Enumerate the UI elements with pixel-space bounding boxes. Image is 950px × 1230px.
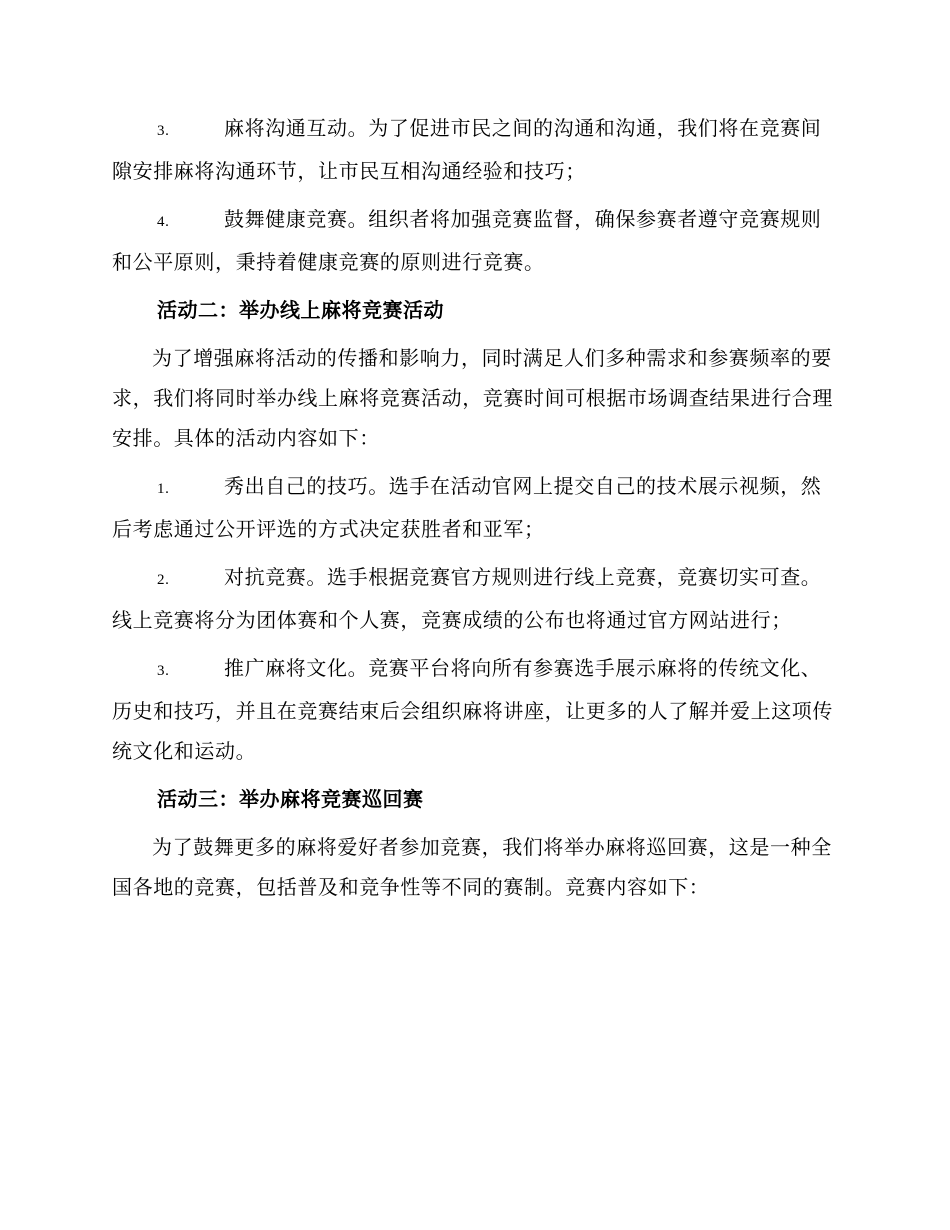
list-number: 3. xyxy=(157,663,170,679)
list-item xyxy=(112,199,834,282)
section-heading: 活动三：举办麻将竞赛巡回赛 xyxy=(157,787,424,811)
list-item xyxy=(112,557,834,640)
list-number: 2. xyxy=(157,572,170,588)
list-text: 推广麻将文化。竞赛平台将向所有参赛选手展示麻将的传统文化、历史和技巧，并且在竞赛结束后会组织麻将讲座，让更多的人了解并爱上这项传统文化和运动。 xyxy=(112,656,833,763)
list-item xyxy=(112,648,834,771)
section-heading: 活动二：举办线上麻将竞赛活动 xyxy=(157,298,444,322)
document-body xyxy=(112,108,834,915)
list-item xyxy=(112,466,834,549)
list-number: 1. xyxy=(157,481,170,497)
paragraph: 为了鼓舞更多的麻将爱好者参加竞赛，我们将举办麻将巡回赛，这是一种全国各地的竞赛，包括普及和竞争性等不同的赛制。竞赛内容如下： xyxy=(112,835,832,899)
list-text: 对抗竞赛。选手根据竞赛官方规则进行线上竞赛，竞赛切实可查。线上竞赛将分为团体赛和个人赛，竞赛成绩的公布也将通过官方网站进行； xyxy=(112,565,822,632)
list-text: 秀出自己的技巧。选手在活动官网上提交自己的技术展示视频，然后考虑通过公开评选的方式决定获胜者和亚军； xyxy=(112,474,822,541)
paragraph: 为了增强麻将活动的传播和影响力，同时满足人们多种需求和参赛频率的要求，我们将同时举办线上麻将竞赛活动，竞赛时间可根据市场调查结果进行合理安排。具体的活动内容如下： xyxy=(112,346,833,450)
list-text: 鼓舞健康竞赛。组织者将加强竞赛监督，确保参赛者遵守竞赛规则和公平原则，秉持着健康竞赛的原则进行竞赛。 xyxy=(112,207,822,274)
list-text: 麻将沟通互动。为了促进市民之间的沟通和沟通，我们将在竞赛间隙安排麻将沟通环节，让市民互相沟通经验和技巧； xyxy=(112,116,822,183)
list-number: 4. xyxy=(157,214,170,230)
list-number: 3. xyxy=(157,123,170,139)
list-item xyxy=(112,108,834,191)
